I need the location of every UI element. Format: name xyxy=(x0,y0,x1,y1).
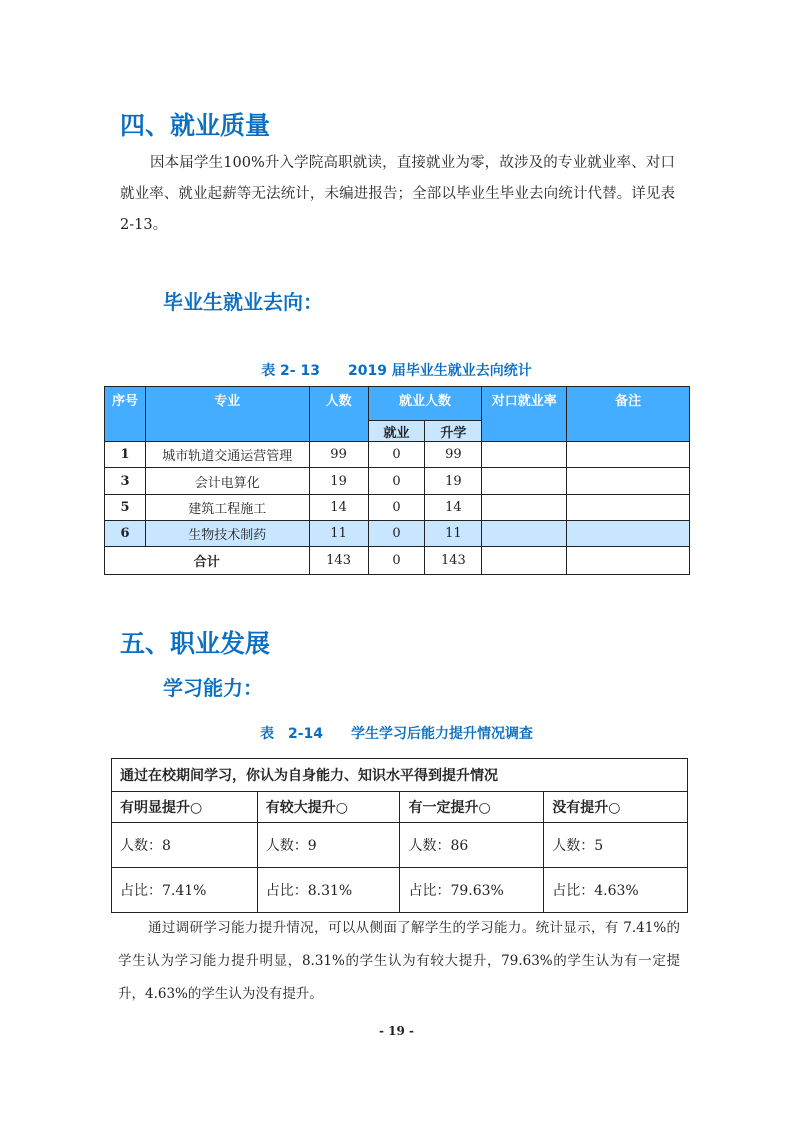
option-count: 人数：8 xyxy=(112,823,258,868)
option-ratio: 占比：79.63% xyxy=(400,868,544,913)
cell-major: 会计电算化 xyxy=(145,468,309,495)
cell-employment: 0 xyxy=(368,442,425,468)
cell-count: 14 xyxy=(309,495,368,521)
cell-match-rate xyxy=(482,495,567,521)
total-employment: 0 xyxy=(368,547,425,575)
option-ratio: 占比：7.41% xyxy=(112,868,258,913)
employment-destination-heading: 毕业生就业去向： xyxy=(163,290,323,314)
option-count: 人数：5 xyxy=(544,823,688,868)
cell-remarks xyxy=(567,547,690,575)
header-match-rate: 对口就业率 xyxy=(482,387,567,442)
option-label: 没有提升○ xyxy=(544,792,688,823)
cell-major: 建筑工程施工 xyxy=(145,495,309,521)
section-5-heading: 五、职业发展 xyxy=(120,629,271,658)
header-further-study: 升学 xyxy=(425,421,482,442)
header-employed-group: 就业人数 xyxy=(368,387,482,421)
cell-major: 城市轨道交通运营管理 xyxy=(145,442,309,468)
table-row xyxy=(105,495,690,521)
header-employment: 就业 xyxy=(368,421,425,442)
table-row xyxy=(105,468,690,495)
cell-count: 99 xyxy=(309,442,368,468)
table-row xyxy=(105,521,690,547)
section-4-heading: 四、就业质量 xyxy=(120,111,271,140)
total-row xyxy=(105,547,690,575)
ability-survey-table xyxy=(111,758,688,913)
header-major: 专业 xyxy=(145,387,309,442)
total-count: 143 xyxy=(309,547,368,575)
cell-no: 3 xyxy=(105,468,146,495)
section-4-paragraph: 因本届学生100%升入学院高职就读，直接就业为零，故涉及的专业就业率、对口就业率、就业起薪等无法统计，未编进报告；全部以毕业生毕业去向统计代替。详见表 2-13。 xyxy=(120,155,675,233)
option-count: 人数：86 xyxy=(400,823,544,868)
cell-match-rate xyxy=(482,468,567,495)
cell-match-rate xyxy=(482,547,567,575)
cell-count: 19 xyxy=(309,468,368,495)
total-label: 合计 xyxy=(105,547,310,575)
option-label: 有一定提升○ xyxy=(400,792,544,823)
table-2-14-caption: 表 2-14 学生学习后能力提升情况调查 xyxy=(259,726,534,742)
cell-match-rate xyxy=(482,442,567,468)
option-label: 有明显提升○ xyxy=(112,792,258,823)
cell-further-study: 14 xyxy=(425,495,482,521)
cell-match-rate xyxy=(482,521,567,547)
cell-major: 生物技术制药 xyxy=(145,521,309,547)
page-number: - 19 - xyxy=(378,1024,414,1038)
cell-no: 6 xyxy=(105,521,146,547)
cell-further-study: 99 xyxy=(425,442,482,468)
option-label: 有较大提升○ xyxy=(257,792,400,823)
option-count: 人数：9 xyxy=(257,823,400,868)
cell-remarks xyxy=(567,468,690,495)
cell-remarks xyxy=(567,521,690,547)
header-count: 人数 xyxy=(309,387,368,442)
cell-remarks xyxy=(567,495,690,521)
cell-further-study: 11 xyxy=(425,521,482,547)
table-2-13-caption: 表 2- 13 2019 届毕业生就业去向统计 xyxy=(261,363,532,379)
cell-no: 5 xyxy=(105,495,146,521)
option-ratio: 占比：8.31% xyxy=(257,868,400,913)
cell-employment: 0 xyxy=(368,521,425,547)
option-ratio: 占比：4.63% xyxy=(544,868,688,913)
employment-destination-table xyxy=(104,386,690,575)
cell-count: 11 xyxy=(309,521,368,547)
cell-employment: 0 xyxy=(368,468,425,495)
cell-employment: 0 xyxy=(368,495,425,521)
cell-no: 1 xyxy=(105,442,146,468)
header-remarks: 备注 xyxy=(567,387,690,442)
cell-remarks xyxy=(567,442,690,468)
conclusion-paragraph: 通过调研学习能力提升情况，可以从侧面了解学生的学习能力。统计显示，有 7.41%的学生认为学习能力提升明显，8.31%的学生认为有较大提升，79.63%的学生认为有一定提升，4.63%的学生认为没有提升。 xyxy=(118,920,680,1002)
total-further-study: 143 xyxy=(425,547,482,575)
learning-ability-heading: 学习能力： xyxy=(163,676,263,700)
table-row xyxy=(105,442,690,468)
header-no: 序号 xyxy=(105,387,146,442)
cell-further-study: 19 xyxy=(425,468,482,495)
survey-question: 通过在校期间学习，你认为自身能力、知识水平得到提升情况 xyxy=(112,759,688,792)
